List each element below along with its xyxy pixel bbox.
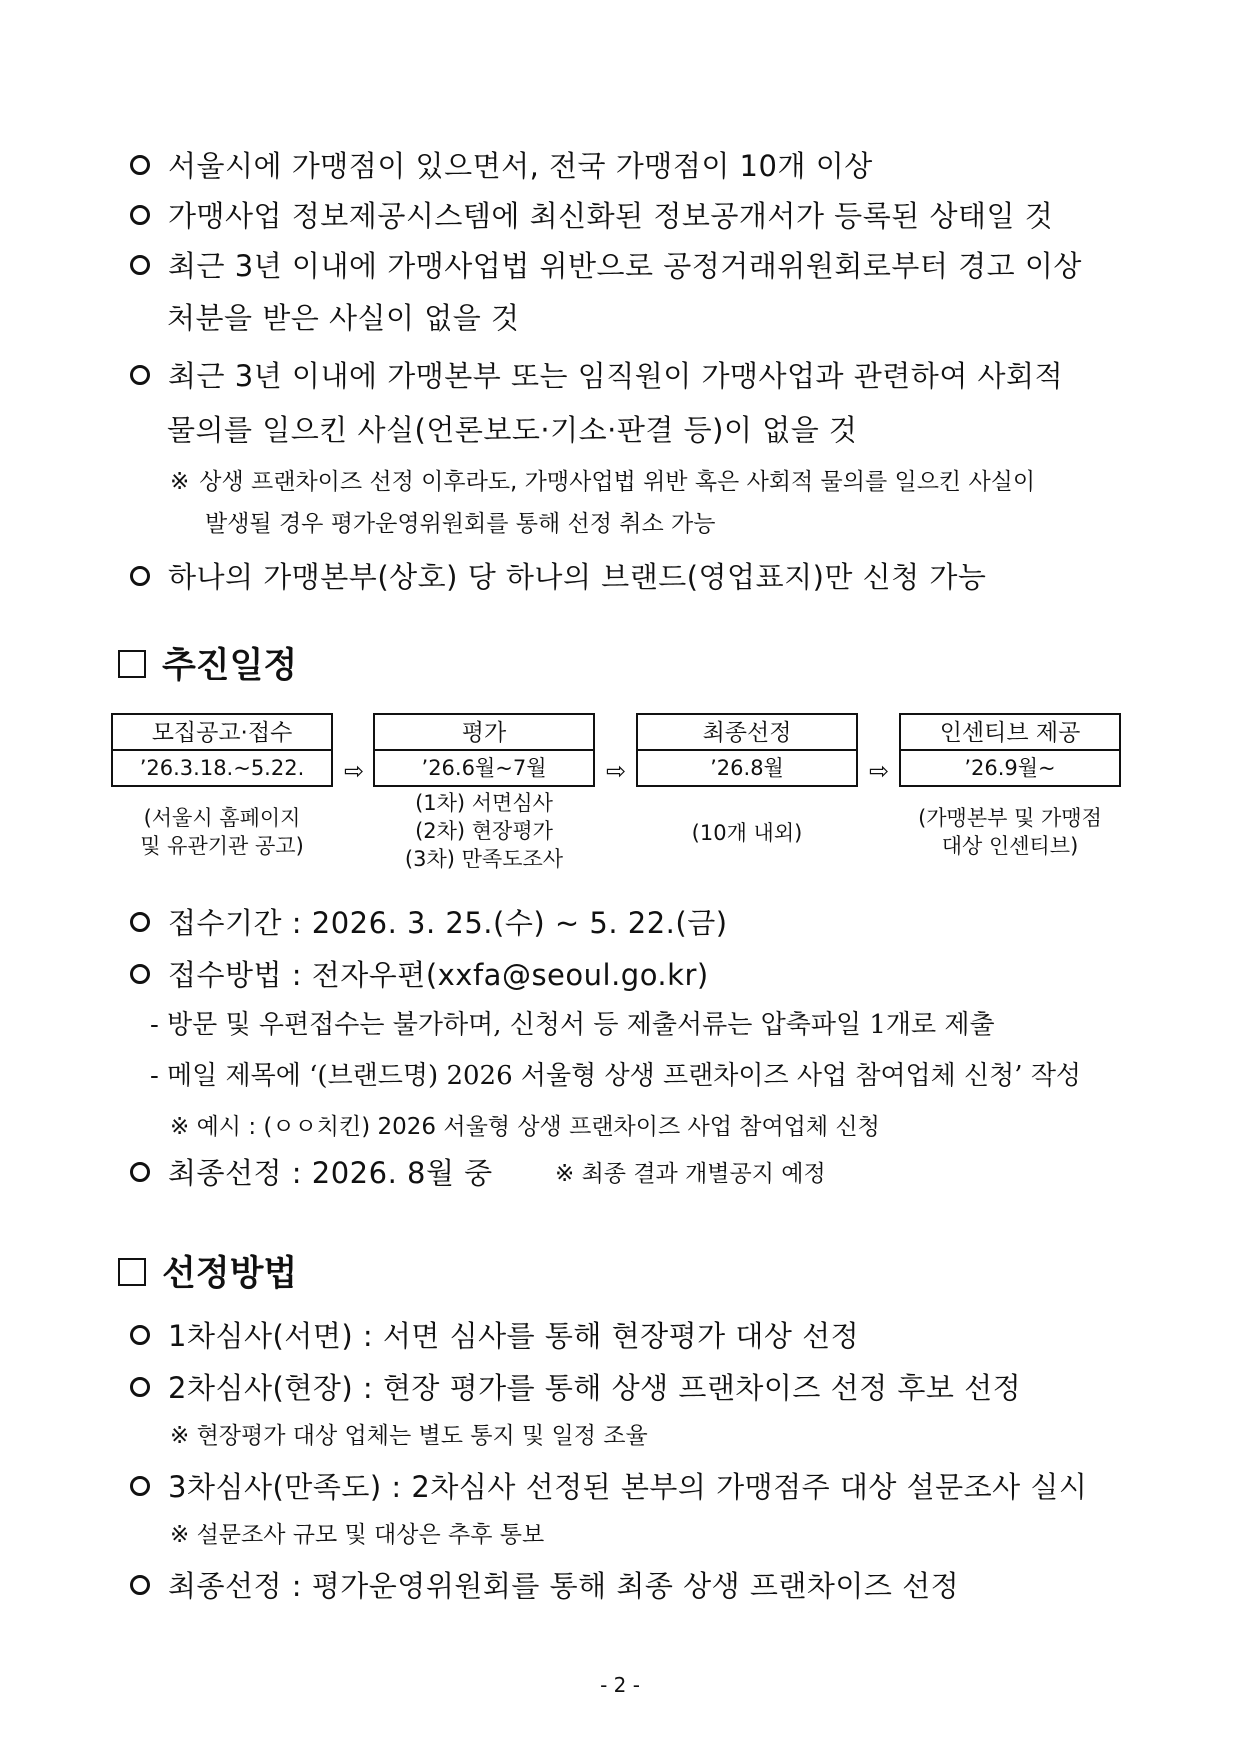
application-method-example: ※ 예시 : (ㅇㅇ치킨) 2026 서울형 상생 프랜차이즈 사업 참여업체 신청 <box>170 1114 880 1140</box>
schedule-step-title: 최종선정 <box>638 715 856 751</box>
square-bullet-icon <box>118 650 146 678</box>
circle-bullet-icon <box>130 155 150 175</box>
application-method: 접수방법 : 전자우편(xxfa@seoul.go.kr) <box>130 955 709 995</box>
schedule-step-date: ’26.6월~7월 <box>421 756 547 780</box>
selection-step: 2차심사(현장) : 현장 평가를 통해 상생 프랜차이즈 선정 후보 선정 <box>130 1368 1021 1408</box>
eligibility-note: ※ 상생 프랜차이즈 선정 이후라도, 가맹사업법 위반 혹은 사회적 물의를 일으킨 사실이 <box>170 469 1036 495</box>
schedule-step-note: (서울시 홈페이지 및 유관기관 공고) <box>140 806 304 858</box>
eligibility-item: 서울시에 가맹점이 있으면서, 전국 가맹점이 10개 이상 <box>130 146 873 186</box>
application-method-detail: - 방문 및 우편접수는 불가하며, 신청서 등 제출서류는 압축파일 1개로 제출 <box>150 1010 995 1040</box>
schedule-step-note: (10개 내외) <box>691 821 803 845</box>
circle-bullet-icon <box>130 1575 150 1595</box>
square-bullet-icon <box>118 1258 146 1286</box>
circle-bullet-icon <box>130 1377 150 1397</box>
eligibility-item: 하나의 가맹본부(상호) 당 하나의 브랜드(영업표지)만 신청 가능 <box>130 557 986 597</box>
page-number: - 2 - <box>600 1673 640 1697</box>
eligibility-note-continuation: 발생될 경우 평가운영위원회를 통해 선정 취소 가능 <box>205 511 716 537</box>
circle-bullet-icon <box>130 1476 150 1496</box>
schedule-step-box <box>111 713 333 787</box>
eligibility-item: 최근 3년 이내에 가맹사업법 위반으로 공정거래위원회로부터 경고 이상 <box>130 246 1082 286</box>
selection-step: 최종선정 : 평가운영위원회를 통해 최종 상생 프랜차이즈 선정 <box>130 1566 959 1606</box>
schedule-step-title: 모집공고·접수 <box>113 715 331 751</box>
right-arrow-icon: ⇨ <box>344 757 365 785</box>
final-selection-note: ※ 최종 결과 개별공지 예정 <box>555 1161 826 1187</box>
section-heading-schedule: 추진일정 <box>118 643 297 689</box>
schedule-step-date: ’26.9월~ <box>964 756 1056 780</box>
schedule-step-date: ’26.8월 <box>710 756 784 780</box>
schedule-step-title: 인센티브 제공 <box>901 715 1119 751</box>
schedule-step-date: ’26.3.18.~5.22. <box>139 756 305 780</box>
right-arrow-icon: ⇨ <box>869 757 890 785</box>
circle-bullet-icon <box>130 566 150 586</box>
application-period: 접수기간 : 2026. 3. 25.(수) ~ 5. 22.(금) <box>130 903 728 943</box>
application-method-detail: - 메일 제목에 ‘(브랜드명) 2026 서울형 상생 프랜차이즈 사업 참여업체 신청’ 작성 <box>150 1061 1082 1091</box>
schedule-step-box <box>899 713 1121 787</box>
eligibility-item-continuation: 처분을 받은 사실이 없을 것 <box>167 301 520 335</box>
eligibility-item: 최근 3년 이내에 가맹본부 또는 임직원이 가맹사업과 관련하여 사회적 <box>130 356 1063 396</box>
selection-step-note: ※ 설문조사 규모 및 대상은 추후 통보 <box>170 1522 545 1548</box>
eligibility-item-continuation: 물의를 일으킨 사실(언론보도·기소·판결 등)이 없을 것 <box>167 413 858 447</box>
selection-step-note: ※ 현장평가 대상 업체는 별도 통지 및 일정 조율 <box>170 1423 648 1449</box>
schedule-step-box <box>373 713 595 787</box>
schedule-step-title: 평가 <box>375 715 593 751</box>
section-heading-selection: 선정방법 <box>118 1251 297 1297</box>
selection-step: 1차심사(서면) : 서면 심사를 통해 현장평가 대상 선정 <box>130 1316 859 1356</box>
schedule-step-note: (가맹본부 및 가맹점 대상 인센티브) <box>918 806 1102 858</box>
circle-bullet-icon <box>130 365 150 385</box>
right-arrow-icon: ⇨ <box>606 757 627 785</box>
circle-bullet-icon <box>130 1325 150 1345</box>
schedule-step-box <box>636 713 858 787</box>
circle-bullet-icon <box>130 1162 150 1182</box>
schedule-step-note: (1차) 서면심사 (2차) 현장평가 (3차) 만족도조사 <box>404 791 564 871</box>
circle-bullet-icon <box>130 255 150 275</box>
selection-step: 3차심사(만족도) : 2차심사 선정된 본부의 가맹점주 대상 설문조사 실시 <box>130 1467 1087 1507</box>
eligibility-item: 가맹사업 정보제공시스템에 최신화된 정보공개서가 등록된 상태일 것 <box>130 196 1053 236</box>
final-selection-date: 최종선정 : 2026. 8월 중 <box>130 1153 493 1193</box>
circle-bullet-icon <box>130 205 150 225</box>
circle-bullet-icon <box>130 912 150 932</box>
circle-bullet-icon <box>130 964 150 984</box>
